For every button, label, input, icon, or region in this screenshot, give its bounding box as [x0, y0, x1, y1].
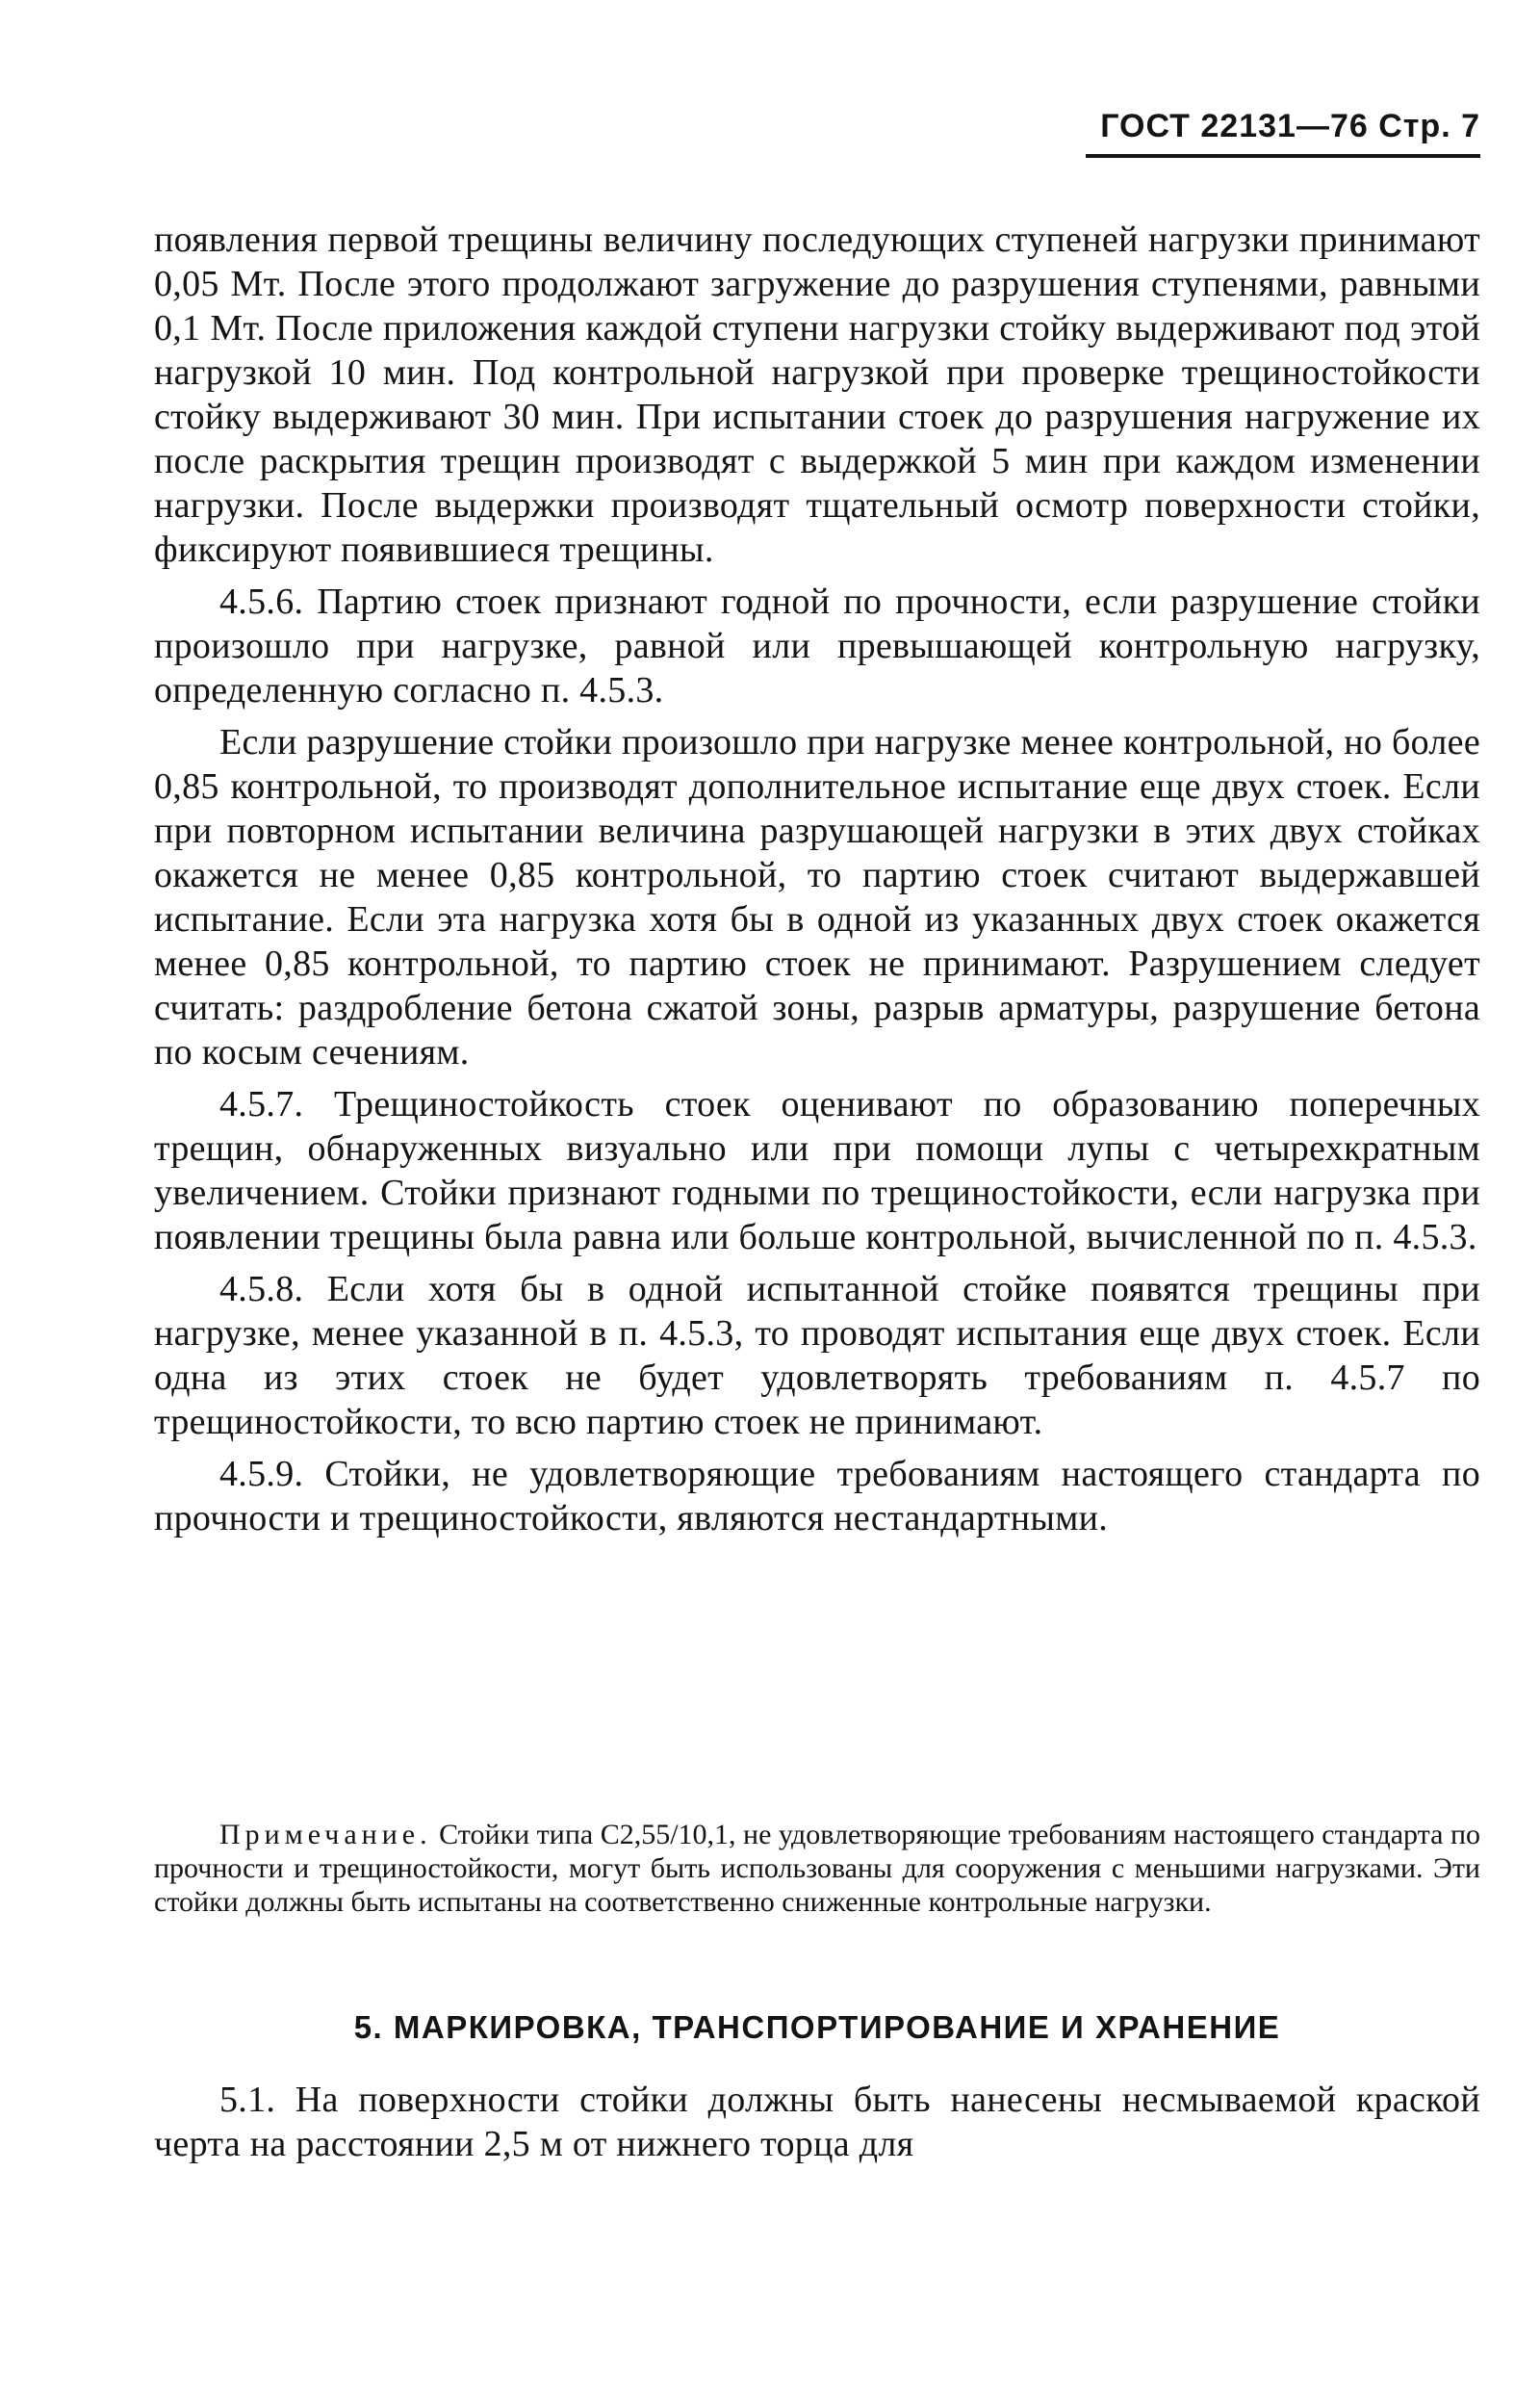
paragraph-4-5-7: 4.5.7. Трещиностойкость стоек оценивают по образованию поперечных трещин, обнаруженных визуально или при помощи лупы с четырехкратным увеличением. Стойки признают годными по трещиностойкости, если нагрузка при появлении трещины была равна или больше контрольной, вычисленной по п. 4.5.3.	[154, 1084, 1480, 1257]
body-text	[154, 218, 1480, 1540]
page-number: Стр. 7	[1378, 108, 1480, 144]
page-header	[1086, 108, 1480, 145]
note-label: Примечание.	[219, 1819, 432, 1850]
note-text: Стойки типа С2,55/10,1, не удовлетворяющие требованиям настоящего стандарта по прочности и трещиностойкости, могут быть использованы для сооружения с меньшими нагрузками. Эти стойки должны быть испытаны на соответственно сниженные контрольные нагрузки.	[154, 1819, 1480, 1918]
paragraph-5-1: 5.1. На поверхности стойки должны быть нанесены несмываемой краской черта на расстоянии 2,5 м от нижнего торца для	[154, 2080, 1480, 2164]
section-heading: 5. МАРКИРОВКА, ТРАНСПОРТИРОВАНИЕ И ХРАНЕНИЕ	[353, 2009, 1281, 2045]
paragraph-4-5-9: 4.5.9. Стойки, не удовлетворяющие требованиям настоящего стандарта по прочности и трещиностойкости, являются нестандартными.	[154, 1454, 1480, 1538]
header-rule	[1086, 154, 1480, 158]
note-block	[154, 1818, 1480, 1919]
paragraph-continuation: появления первой трещины величину последующих ступеней нагрузки принимают 0,05 Mт. После этого продолжают загружение до разрушения ступенями, равными 0,1 Mт. После приложения каждой ступени нагрузки стойку выдерживают под этой нагрузкой 10 мин. Под контрольной нагрузкой при проверке трещиностойкости стойку выдерживают 30 мин. При испытании стоек до разрушения нагружение их после раскрытия трещин производят с выдержкой 5 мин при каждом изменении нагрузки. После выдержки производят тщательный осмотр поверхности стойки, фиксируют появившиеся трещины.	[154, 220, 1480, 570]
paragraph-4-5-6-cont: Если разрушение стойки произошло при нагрузке менее контрольной, но более 0,85 контрольной, то производят дополнительное испытание еще двух стоек. Если при повторном испытании величина разрушающей нагрузки в этих двух стойках окажется не менее 0,85 контрольной, то партию стоек считают выдержавшей испытание. Если эта нагрузка хотя бы в одной из указанных двух стоек окажется менее 0,85 контрольной, то партию стоек не принимают. Разрушением следует считать: раздробление бетона сжатой зоны, разрыв арматуры, разрушение бетона по косым сечениям.	[154, 722, 1480, 1073]
document-number: ГОСТ 22131—76	[1100, 108, 1369, 144]
paragraph-4-5-6: 4.5.6. Партию стоек признают годной по прочности, если разрушение стойки произошло при нагрузке, равной или превышающей контрольную нагрузку, определенную согласно п. 4.5.3.	[154, 582, 1480, 711]
section-body	[154, 2078, 1480, 2166]
paragraph-4-5-8: 4.5.8. Если хотя бы в одной испытанной стойке появятся трещины при нагрузке, менее указанной в п. 4.5.3, то проводят испытания еще двух стоек. Если одна из этих стоек не будет удовлетворять требованиям п. 4.5.7 по трещиностойкости, то всю партию стоек не принимают.	[154, 1269, 1480, 1442]
